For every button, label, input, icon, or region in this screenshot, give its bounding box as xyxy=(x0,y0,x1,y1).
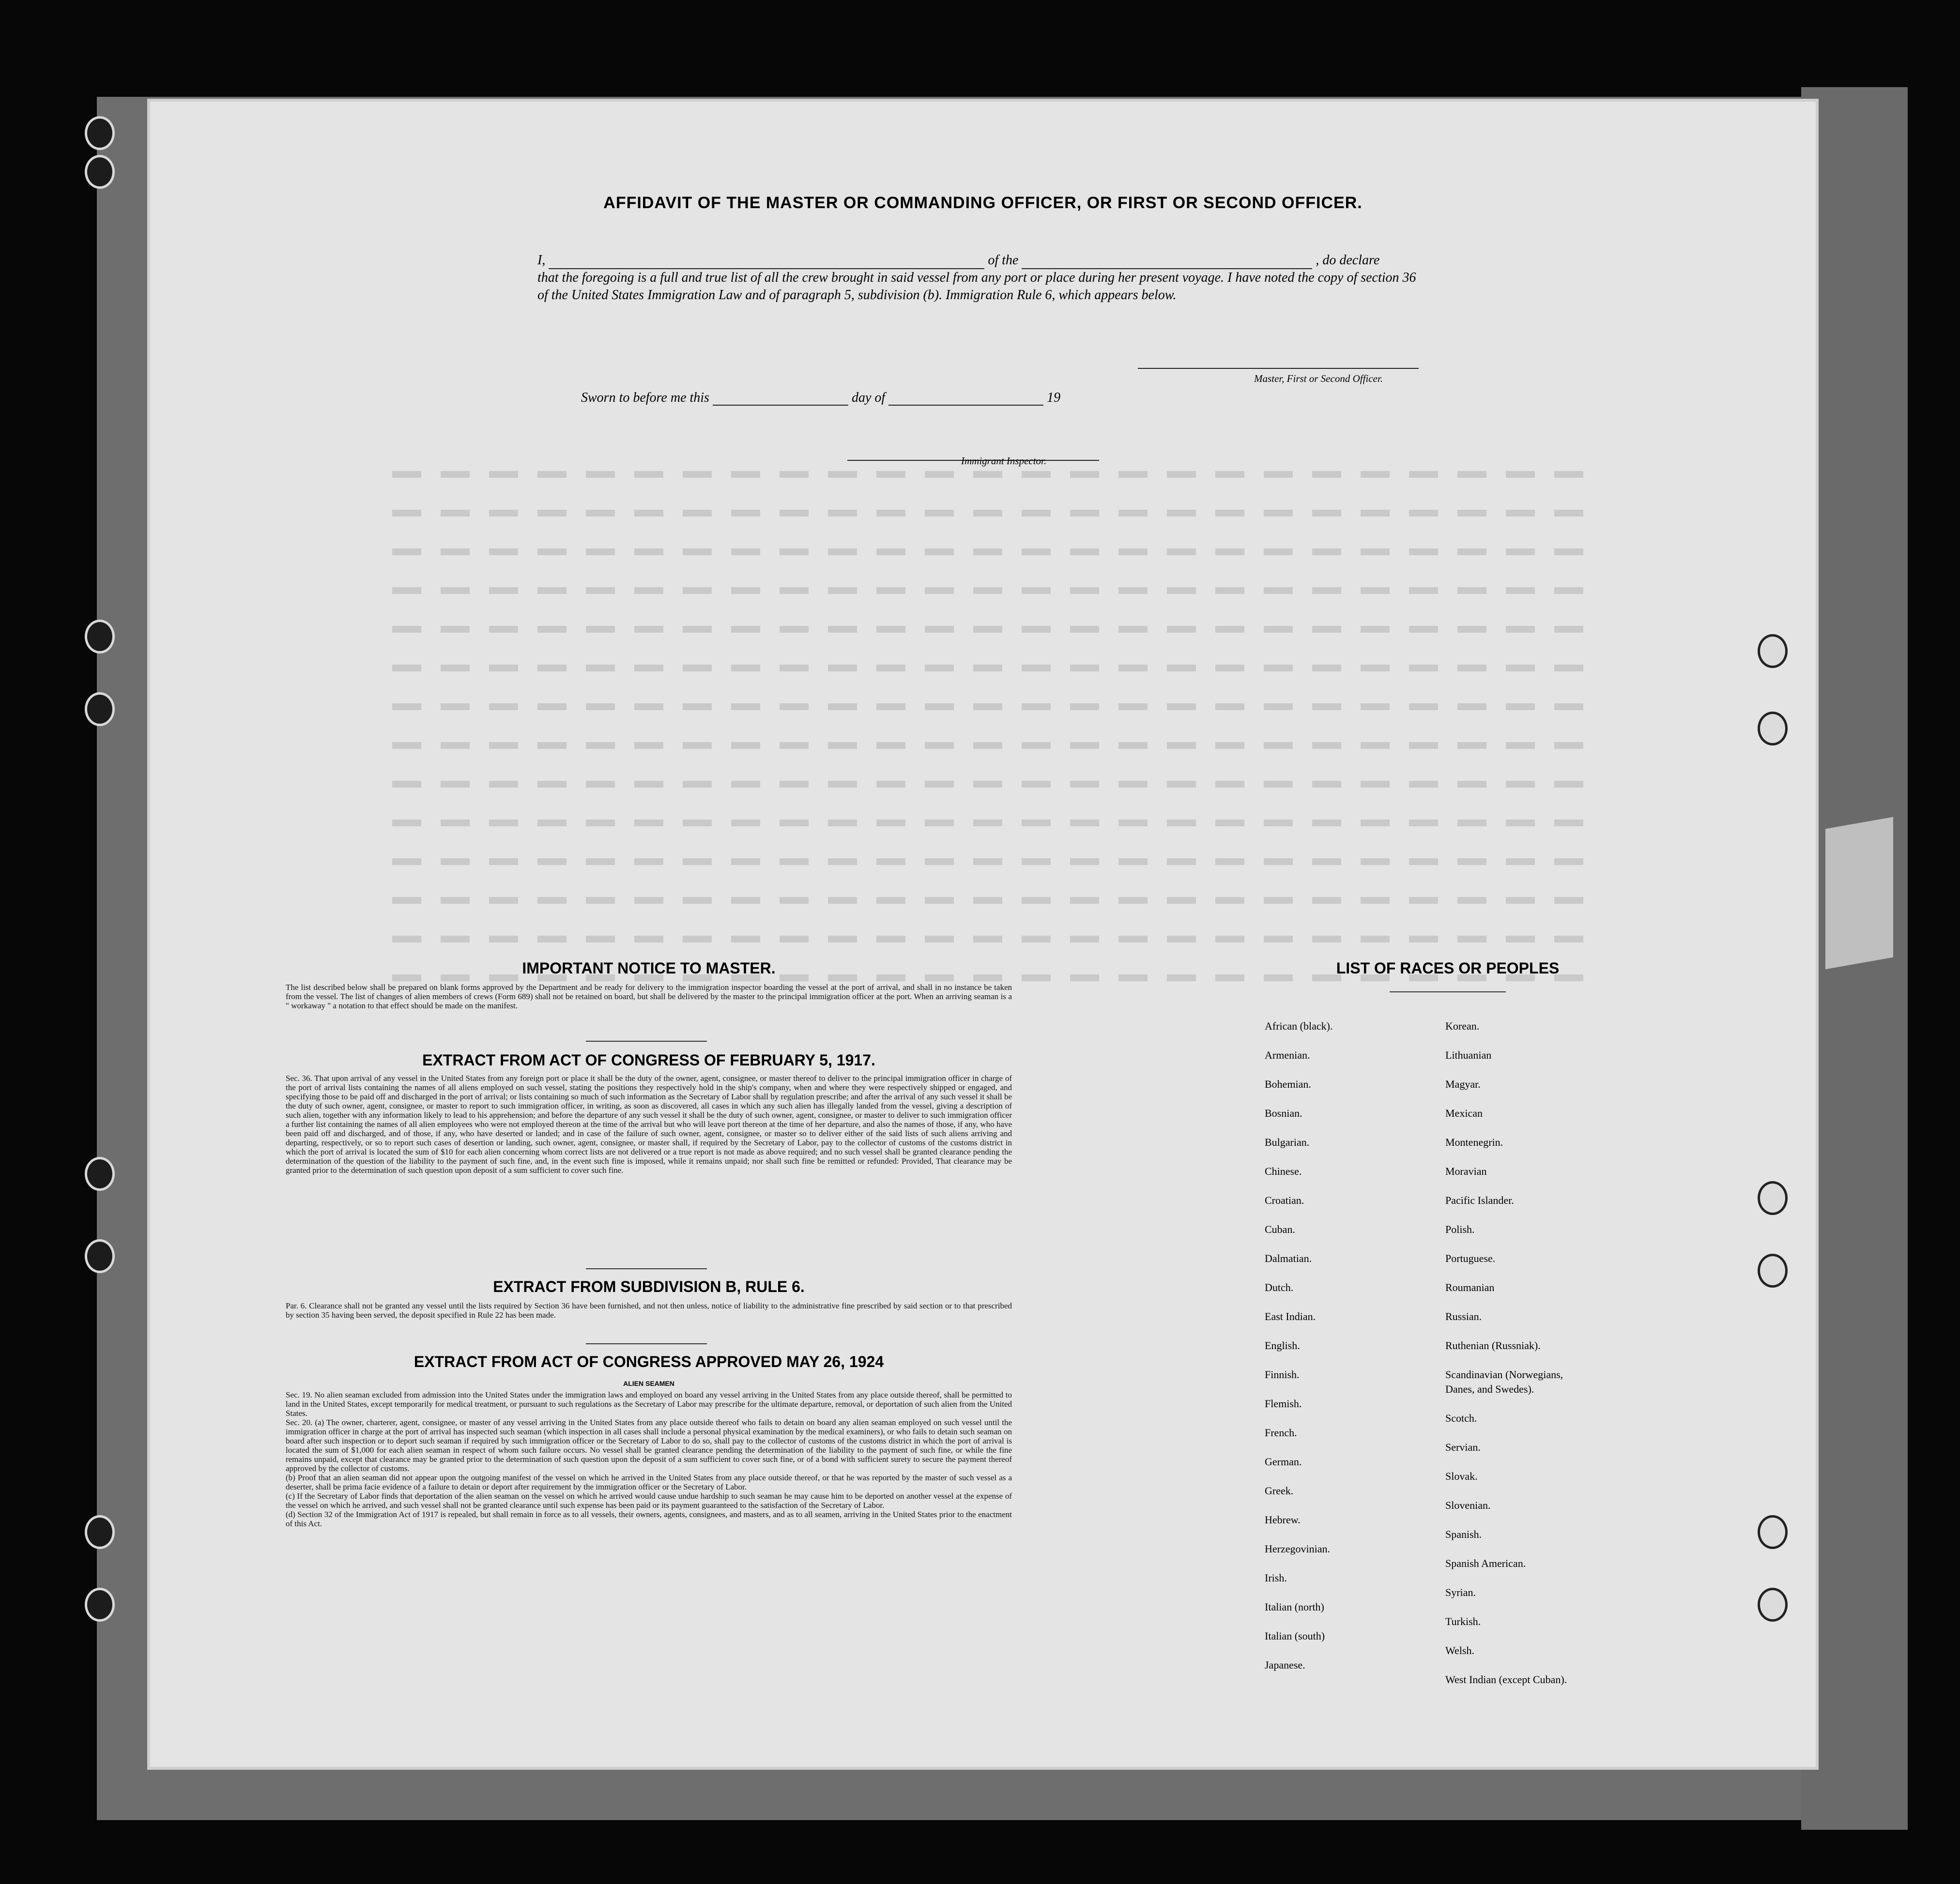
race-item: English. xyxy=(1265,1339,1300,1352)
race-item: Italian (north) xyxy=(1265,1601,1324,1613)
race-item: Japanese. xyxy=(1265,1659,1305,1671)
binder-hole xyxy=(1758,1254,1788,1288)
race-item: Irish. xyxy=(1265,1572,1287,1584)
race-item: Polish. xyxy=(1445,1223,1475,1235)
race-item: French. xyxy=(1265,1427,1297,1439)
affidavit-i: I, xyxy=(537,253,546,268)
day-of-text: day of xyxy=(851,390,886,405)
binder-hole xyxy=(85,1157,115,1191)
race-item: Bohemian. xyxy=(1265,1078,1311,1090)
race-item: Dalmatian. xyxy=(1265,1252,1312,1264)
race-item: Danes, and Swedes). xyxy=(1445,1383,1534,1395)
divider xyxy=(586,1041,707,1042)
notice-body: The list described below shall be prepared on blank forms approved by the Department and be ready for delivery to the immigration inspector boarding the vessel at the port of arrival, and shall in no instance be taken from the vessel. The list of changes of alien members of crews (Form 689) shall not be retained on board, but shall be delivered by the master to the principal immigration officer at the port. When an arriving seaman is a " workaway " a notation to that effect should be made on the manifest. xyxy=(286,983,1012,1010)
binder-hole xyxy=(1758,1515,1788,1549)
race-item: Montenegrin. xyxy=(1445,1136,1503,1148)
sec20c-text: (c) If the Secretary of Labor finds that deportation of the alien seaman on the vessel on which he arrived would cause undue hardship to such seaman he may cause him to be deported on another vessel at the expense of the vessel on which he arrived, and such vessel shall not be granted clearance until such expense has been paid or its payment guaranteed to the satisfaction of the Secretary of Labor. xyxy=(286,1491,1012,1510)
race-item: Scotch. xyxy=(1445,1412,1477,1424)
race-item: East Indian. xyxy=(1265,1310,1316,1322)
race-item: Hebrew. xyxy=(1265,1514,1301,1526)
race-item: Turkish. xyxy=(1445,1615,1481,1627)
extract-1924-subtitle: ALIEN SEAMEN xyxy=(623,1380,674,1387)
race-item: Italian (south) xyxy=(1265,1630,1325,1642)
race-item: Spanish American. xyxy=(1445,1557,1526,1569)
binder-hole xyxy=(1758,712,1788,745)
master-signature-line xyxy=(1138,368,1419,369)
race-item: Armenian. xyxy=(1265,1049,1310,1061)
race-item: Syrian. xyxy=(1445,1586,1476,1598)
race-item: Welsh. xyxy=(1445,1644,1474,1656)
rule6-title: EXTRACT FROM SUBDIVISION B, RULE 6. xyxy=(493,1278,805,1295)
vessel-blank xyxy=(1022,257,1312,269)
race-item: Russian. xyxy=(1445,1310,1482,1322)
affidavit-declare: , do declare xyxy=(1316,253,1380,268)
race-item: West Indian (except Cuban). xyxy=(1445,1673,1567,1686)
extract-1924-title: EXTRACT FROM ACT OF CONGRESS APPROVED MAY 26, 1924 xyxy=(413,1353,884,1370)
binder-hole xyxy=(85,116,115,150)
month-blank xyxy=(888,393,1043,406)
races-right-column xyxy=(1445,1012,1567,1694)
inspector-label: Immigrant Inspector. xyxy=(961,455,1047,467)
extract-1924-body xyxy=(286,1390,1012,1528)
race-item: Mexican xyxy=(1445,1107,1483,1119)
binder-hole xyxy=(1758,1181,1788,1215)
notice-title: IMPORTANT NOTICE TO MASTER. xyxy=(522,959,776,977)
race-item: Slovak. xyxy=(1445,1470,1478,1482)
extract-1917-body: Sec. 36. That upon arrival of any vessel in the United States from any foreign port or place it shall be the duty of the owner, agent, consignee, or master thereof to deliver to the principal immigration officer in charge of the port of arrival lists containing the names of all aliens employed on such vessel, stating the positions they respectively hold in the ship's company, when and where they were respectively shipped or engaged, and specifying those to be paid off and discharged in the port of arrival; or lists containing so much of such information as the Secretary of Labor shall by regulation prescribe; and after the arrival of any such vessel it shall be the duty of such owner, agent, consignee, or master to report to such immigration officer, in writing, as soon as discovered, all cases in which any such alien has illegally landed from the vessel, giving a description of such alien, together with any information likely to lead to his apprehension; and before the departure of any such vessel it shall be the duty of such owner, agent, consignee, or master to deliver to such immigration officer a further list containing the names of all alien employees who were not employed thereon at the time of the arrival but who will leave port thereon at the time of her departure, and also the names of those, if any, who have been paid off and discharged, and of those, if any, who have deserted or landed; and in case of the failure of such owner, agent, consignee, or master so to deliver either of the said lists of such aliens arriving and departing, respectively, or so to report such cases of desertion or landing, such owner, agent, consignee, or master shall, if required by the Secretary of Labor, pay to the collector of customs of the customs district in which the port of arrival is located the sum of $10 for each alien concerning whom correct lists are not delivered or a true report is not made as above required; and no such vessel shall be granted clearance pending the determination of the question of the liability to the payment of such fine, and, in the event such fine is imposed, while it remains unpaid; nor shall such fine be remitted or refunded: Provided, That clearance may be granted prior to the determination of such question upon deposit of a sum sufficient to cover such fine. xyxy=(286,1074,1012,1175)
binder-hole xyxy=(85,1515,115,1549)
sec20d-text: (d) Section 32 of the Immigration Act of 1917 is repealed, but shall remain in force as to all vessels, their owners, agents, consignees, and masters, and as to all seamen, arriving in the United States prior to the enactment of this Act. xyxy=(286,1510,1012,1528)
divider xyxy=(1390,991,1506,992)
race-item: Chinese. xyxy=(1265,1165,1302,1177)
name-blank xyxy=(549,257,984,269)
race-item: Servian. xyxy=(1445,1441,1481,1453)
binder-hole xyxy=(85,620,115,653)
races-left-column xyxy=(1265,1012,1332,1680)
race-item: Finnish. xyxy=(1265,1368,1300,1381)
race-item: Magyar. xyxy=(1445,1078,1481,1090)
race-item: African (black). xyxy=(1265,1020,1333,1032)
affidavit-title: AFFIDAVIT OF THE MASTER OR COMMANDING OFFICER, OR FIRST OR SECOND OFFICER. xyxy=(603,194,1363,212)
race-item: Bosnian. xyxy=(1265,1107,1302,1119)
race-item: Roumanian xyxy=(1445,1281,1495,1293)
binder-hole xyxy=(1758,1588,1788,1622)
race-item: Korean. xyxy=(1445,1020,1480,1032)
affidavit-body: that the foregoing is a full and true list of all the crew brought in said vessel from any port or place during her present voyage. I have noted the copy of section 36 of the United States Immigration Law and of paragraph 5, subdivision (b). Immigration Rule 6, which appears below. xyxy=(537,270,1416,303)
sworn-line xyxy=(581,390,1060,406)
rule6-body: Par. 6. Clearance shall not be granted any vessel until the lists required by Section 36 have been furnished, and not then unless, notice of liability to the administrative fine prescribed by said section or to that prescribed by section 35 having been served, the deposit specified in Rule 22 has been made. xyxy=(286,1301,1012,1320)
paper-tab xyxy=(1825,817,1893,970)
binder-hole xyxy=(85,692,115,726)
race-item: German. xyxy=(1265,1456,1302,1468)
sworn-text: Sworn to before me this xyxy=(581,390,709,405)
day-blank xyxy=(713,393,848,406)
divider xyxy=(586,1343,707,1344)
race-item: Portuguese. xyxy=(1445,1252,1496,1264)
year-text: 19 xyxy=(1047,390,1061,405)
races-title: LIST OF RACES OR PEOPLES xyxy=(1336,959,1560,977)
affidavit-statement xyxy=(537,252,1428,304)
race-item: Herzegovinian. xyxy=(1265,1543,1330,1555)
race-item: Spanish. xyxy=(1445,1528,1482,1540)
race-item: Cuban. xyxy=(1265,1223,1295,1235)
race-item: Slovenian. xyxy=(1445,1499,1491,1511)
binder-hole xyxy=(85,1239,115,1273)
sec20b-text: (b) Proof that an alien seaman did not appear upon the outgoing manifest of the vessel on which he arrived in the United States from any place outside thereof, or that he was reported by the master of such vessel as a deserter, shall be prima facie evidence of a failure to detain or deport after requirement by the immigration officer or the Secretary of Labor. xyxy=(286,1473,1012,1491)
sec19-text: Sec. 19. No alien seaman excluded from admission into the United States under the immigration laws and employed on board any vessel arriving in the United States from any place outside thereof, shall be permitted to land in the United States, except temporarily for medical treatment, or pursuant to such regulations as the Secretary of Labor may prescribe for the ultimate departure, removal, or deportation of such alien from the United States. xyxy=(286,1390,1012,1418)
race-item: Greek. xyxy=(1265,1485,1294,1497)
race-item: Pacific Islander. xyxy=(1445,1194,1514,1206)
race-item: Dutch. xyxy=(1265,1281,1294,1293)
binder-hole xyxy=(1758,634,1788,668)
race-item: Lithuanian xyxy=(1445,1049,1492,1061)
race-item: Ruthenian (Russniak). xyxy=(1445,1339,1541,1352)
binder-hole xyxy=(85,1588,115,1622)
race-item: Scandinavian (Norwegians, xyxy=(1445,1368,1563,1381)
race-item: Moravian xyxy=(1445,1165,1487,1177)
race-item: Bulgarian. xyxy=(1265,1136,1310,1148)
sec20a-text: Sec. 20. (a) The owner, charterer, agent, consignee, or master of any vessel arriving in the United States from any place outside thereof who fails to detain on board any alien seaman employed on such vessel until the immigration officer in charge at the port of arrival has inspected such seaman (which inspection in all cases shall include a personal physical examination by the medical examiners), or who fails to detain such seaman on board after such inspection or to deport such seaman if required by such immigration officer or the Secretary of Labor to do so, shall pay to the collector of customs of the customs district in which the port of arrival is located the sum of $1,000 for each alien seaman in respect of whom such failure occurs. No vessel shall be granted clearance pending the determination of the liability to the payment of such fine, or while the fine remains unpaid, except that clearance may be granted prior to the determination of such question upon the deposit of a sum sufficient to cover such fine, or of a bond with sufficient surety to secure the payment thereof approved by the collector of customs. xyxy=(286,1418,1012,1473)
divider xyxy=(586,1268,707,1269)
master-label: Master, First or Second Officer. xyxy=(1254,373,1383,384)
affidavit-first-line xyxy=(537,252,1428,269)
extract-1917-title: EXTRACT FROM ACT OF CONGRESS OF FEBRUARY 5, 1917. xyxy=(422,1051,875,1069)
race-item: Flemish. xyxy=(1265,1398,1302,1410)
binder-hole xyxy=(85,155,115,189)
affidavit-of: of the xyxy=(988,253,1019,268)
race-item: Croatian. xyxy=(1265,1194,1304,1206)
